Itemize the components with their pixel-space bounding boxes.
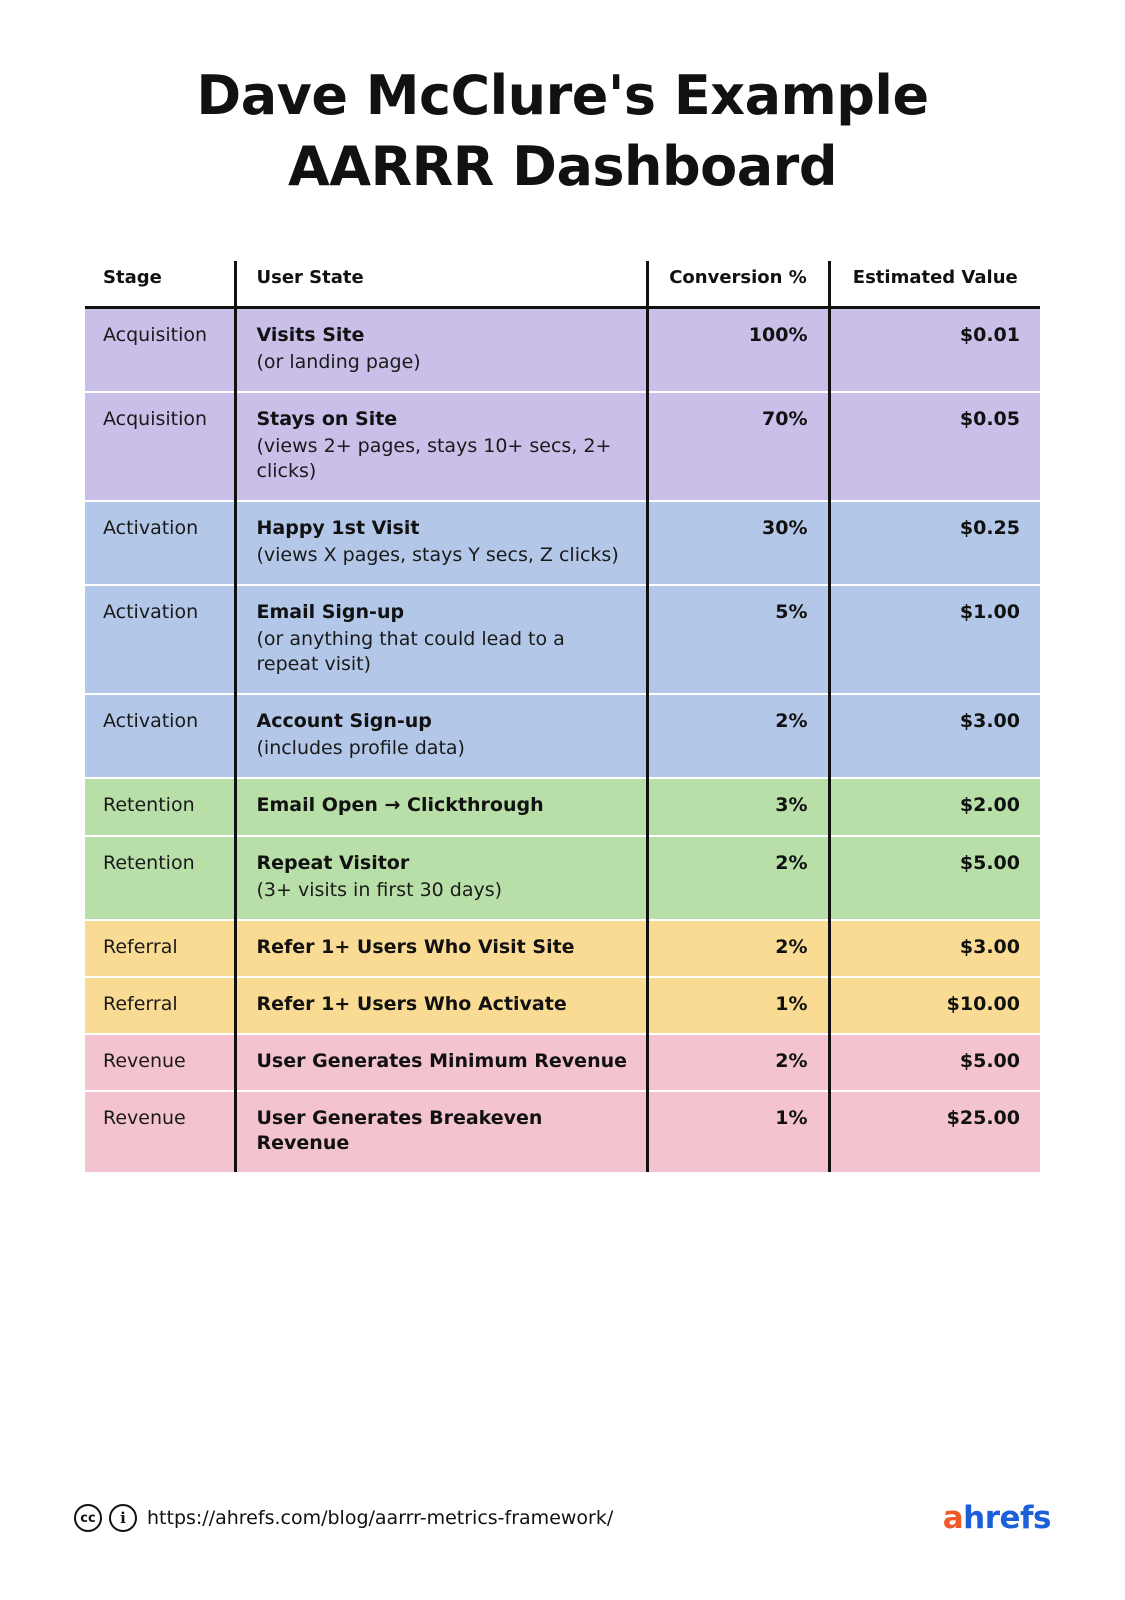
source-url[interactable]: https://ahrefs.com/blog/aarrr-metrics-framework/ <box>147 1507 614 1529</box>
cell-estimated-value: $5.00 <box>829 1034 1040 1091</box>
table-row <box>85 392 1040 501</box>
user-state-secondary: (views X pages, stays Y secs, Z clicks) <box>256 544 619 566</box>
cell-conversion: 2% <box>647 836 829 920</box>
ahrefs-logo-a: a <box>942 1500 964 1536</box>
cell-stage: Referral <box>85 977 235 1034</box>
column-header-user-state: User State <box>235 261 647 308</box>
table-row <box>85 585 1040 694</box>
user-state-primary: Account Sign-up <box>256 710 432 733</box>
cell-conversion: 1% <box>647 977 829 1034</box>
table-row <box>85 977 1040 1034</box>
cell-user-state <box>235 694 647 778</box>
cell-estimated-value: $3.00 <box>829 694 1040 778</box>
cell-user-state <box>235 977 647 1034</box>
cell-user-state <box>235 1034 647 1091</box>
page-title-line-1: Dave McClure's Example <box>196 64 929 127</box>
cell-estimated-value: $25.00 <box>829 1091 1040 1172</box>
cell-conversion: 30% <box>647 501 829 585</box>
cell-estimated-value: $0.05 <box>829 392 1040 501</box>
cell-user-state <box>235 1091 647 1172</box>
table-header-row <box>85 261 1040 308</box>
cell-estimated-value: $0.01 <box>829 307 1040 392</box>
user-state-primary: Refer 1+ Users Who Visit Site <box>256 935 575 958</box>
cc-by-icon: i <box>109 1504 137 1532</box>
cell-user-state <box>235 585 647 694</box>
cell-stage: Acquisition <box>85 307 235 392</box>
user-state-primary: Refer 1+ Users Who Activate <box>256 992 567 1015</box>
cell-user-state <box>235 501 647 585</box>
cell-estimated-value: $3.00 <box>829 920 1040 977</box>
table-row <box>85 1091 1040 1172</box>
table-row <box>85 694 1040 778</box>
column-header-conversion: Conversion % <box>647 261 829 308</box>
table-row <box>85 920 1040 977</box>
user-state-secondary: (includes profile data) <box>256 737 465 760</box>
table-header <box>85 261 1040 308</box>
column-header-estimated-value: Estimated Value <box>829 261 1040 308</box>
cell-estimated-value: $2.00 <box>829 778 1040 835</box>
user-state-primary: Repeat Visitor <box>256 851 410 874</box>
user-state-primary: Email Open → Clickthrough <box>256 794 544 817</box>
user-state-secondary: (3+ visits in first 30 days) <box>256 878 503 901</box>
table-row <box>85 836 1040 920</box>
column-header-stage: Stage <box>85 261 235 308</box>
cell-stage: Retention <box>85 778 235 835</box>
cell-estimated-value: $0.25 <box>829 501 1040 585</box>
cell-conversion: 2% <box>647 1034 829 1091</box>
cell-stage: Activation <box>85 694 235 778</box>
user-state-primary: Happy 1st Visit <box>256 516 420 539</box>
table-row <box>85 307 1040 392</box>
page-title <box>0 0 1125 203</box>
user-state-primary: Email Sign-up <box>256 601 405 624</box>
cell-estimated-value: $5.00 <box>829 836 1040 920</box>
table-row <box>85 1034 1040 1091</box>
cell-stage: Retention <box>85 836 235 920</box>
cell-conversion: 100% <box>647 307 829 392</box>
cell-user-state <box>235 778 647 835</box>
user-state-primary: Visits Site <box>256 323 365 346</box>
cell-user-state <box>235 392 647 501</box>
cell-stage: Revenue <box>103 1106 186 1129</box>
cell-stage: Referral <box>85 920 235 977</box>
cell-conversion: 3% <box>647 778 829 835</box>
user-state-secondary: (views 2+ pages, stays 10+ secs, 2+ clicks) <box>256 434 612 482</box>
table-row <box>85 778 1040 835</box>
page-title-line-2: AARRR Dashboard <box>288 135 837 199</box>
cell-stage: Activation <box>85 585 235 694</box>
ahrefs-logo <box>943 1500 1051 1536</box>
cell-stage: Acquisition <box>85 392 235 501</box>
cell-conversion: 5% <box>647 585 829 694</box>
user-state-primary: User Generates Minimum Revenue <box>256 1049 628 1072</box>
user-state-primary: Stays on Site <box>256 407 398 430</box>
cell-user-state <box>235 920 647 977</box>
table-body <box>85 307 1040 1172</box>
aarrr-table <box>85 261 1040 1173</box>
cell-conversion: 2% <box>647 920 829 977</box>
cell-conversion: 2% <box>647 694 829 778</box>
user-state-secondary: (or landing page) <box>256 350 421 373</box>
footer-left <box>74 1504 613 1532</box>
cell-user-state <box>235 307 647 392</box>
aarrr-table-container <box>85 261 1040 1173</box>
footer <box>0 1498 1125 1538</box>
cell-stage: Revenue <box>85 1034 235 1091</box>
user-state-primary: User Generates Breakeven Revenue <box>256 1106 543 1155</box>
cc-icon: cc <box>74 1504 102 1532</box>
cell-stage: Activation <box>85 501 235 585</box>
ahrefs-logo-rest: hrefs <box>963 1500 1051 1536</box>
cell-conversion: 70% <box>647 392 829 501</box>
cell-conversion: 1% <box>647 1091 829 1172</box>
cell-estimated-value: $1.00 <box>829 585 1040 694</box>
license-badges <box>74 1504 137 1532</box>
table-row <box>85 501 1040 585</box>
cell-estimated-value: $10.00 <box>829 977 1040 1034</box>
user-state-secondary: (or anything that could lead to a repeat visit) <box>256 628 565 676</box>
cell-user-state <box>235 836 647 920</box>
